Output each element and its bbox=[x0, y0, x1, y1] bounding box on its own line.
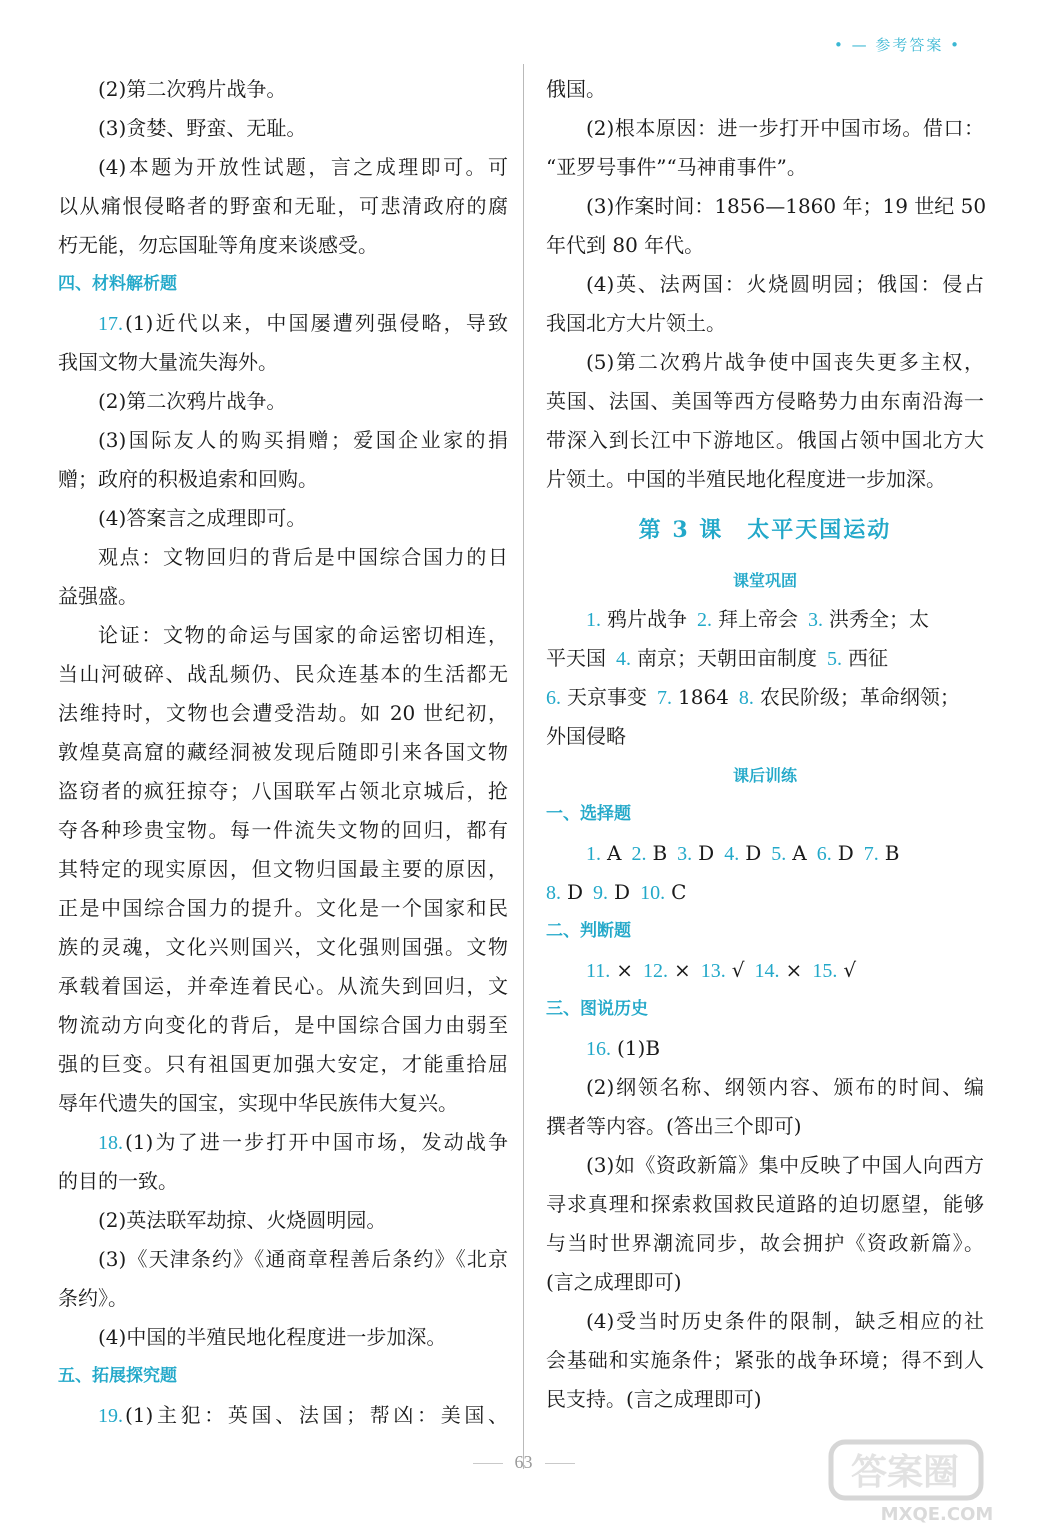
answer-item bbox=[677, 841, 714, 865]
answer-text: × bbox=[674, 958, 691, 982]
header-dots-left: • — bbox=[833, 36, 876, 54]
answer-number: 7. bbox=[863, 843, 879, 865]
answer-number: 5. bbox=[771, 843, 787, 865]
answer-line: (4)中国的半殖民地化程度进一步加深。 bbox=[98, 1325, 447, 1349]
answer-line: 俄国。 bbox=[546, 77, 606, 101]
answer-item bbox=[864, 841, 900, 865]
answer-number: 6. bbox=[546, 687, 561, 709]
answer-number: 14. bbox=[754, 960, 780, 982]
answer-item bbox=[586, 958, 633, 982]
answer-number: 5. bbox=[827, 648, 842, 670]
subsection-heading: 课堂巩固 bbox=[732, 571, 797, 590]
answer-text: A bbox=[792, 841, 807, 865]
answer-sequence bbox=[546, 873, 984, 912]
answer-item bbox=[546, 880, 583, 904]
answer-item bbox=[755, 958, 803, 982]
answer-item bbox=[701, 958, 745, 982]
answer-item bbox=[827, 646, 888, 670]
answer-line: (3)贪婪、野蛮、无耻。 bbox=[98, 116, 307, 140]
answer-line: “亚罗号事件”“马神甫事件”。 bbox=[546, 155, 807, 179]
answer-item bbox=[546, 646, 606, 670]
answer-text: 南京；天朝田亩制度 bbox=[637, 646, 817, 670]
answer-text: 拜上帝会 bbox=[718, 607, 798, 631]
answer-sequence bbox=[546, 1029, 984, 1068]
answer-text: (1)主犯：英国、法国；帮凶：美国、 bbox=[125, 1403, 508, 1427]
answer-number: 2. bbox=[697, 609, 712, 631]
answer-text: A bbox=[607, 841, 622, 865]
answer-line: 带深入到长江中下游地区。俄国占领中国北方大 bbox=[546, 428, 984, 452]
answer-item bbox=[593, 880, 630, 904]
answer-item bbox=[586, 1036, 660, 1060]
answer-line: 辱年代遗失的国宝，实现中华民族伟大复兴。 bbox=[58, 1091, 458, 1115]
answer-item bbox=[657, 685, 729, 709]
answer-number: 9. bbox=[593, 882, 609, 904]
answer-sequence bbox=[546, 951, 984, 990]
answer-number: 8. bbox=[546, 882, 561, 904]
answer-text: × bbox=[785, 958, 803, 982]
section-heading: 二、判断题 bbox=[546, 921, 631, 941]
numbered-answer-line bbox=[58, 1123, 508, 1162]
section-heading: 五、拓展探究题 bbox=[58, 1366, 177, 1386]
answer-line: 夺各种珍贵宝物。每一件流失文物的回归，都有 bbox=[58, 818, 508, 842]
answer-text: C bbox=[671, 880, 687, 904]
answer-number: 1. bbox=[586, 843, 601, 865]
answer-line: (2)纲领名称、纲领内容、颁布的时间、编 bbox=[586, 1075, 984, 1099]
subsection-heading: 课后训练 bbox=[732, 766, 797, 785]
answer-text: 农民阶级；革命纲领； bbox=[759, 685, 960, 709]
answer-line: 赠；政府的积极追索和回购。 bbox=[58, 467, 318, 491]
answer-line: (言之成理即可) bbox=[546, 1270, 682, 1294]
answer-item bbox=[546, 685, 647, 709]
answer-sequence bbox=[546, 639, 984, 678]
answer-sequence bbox=[546, 834, 984, 873]
answer-number: 3. bbox=[677, 843, 693, 865]
answer-line: (3)作案时间：1856—1860 年；19 世纪 50 bbox=[586, 194, 987, 218]
answer-text: (1)近代以来，中国屡遭列强侵略，导致 bbox=[125, 311, 508, 335]
answer-line: 片领土。中国的半殖民地化程度进一步加深。 bbox=[546, 467, 946, 491]
answer-line: 其特定的现实原因，但文物归国最主要的原因， bbox=[58, 857, 508, 881]
answer-text: × bbox=[616, 958, 634, 982]
answer-text: D bbox=[837, 841, 854, 865]
answer-item bbox=[724, 841, 761, 865]
watermark-logo-text: 答案圈 bbox=[850, 1452, 960, 1493]
answer-line: 益强盛。 bbox=[58, 584, 138, 608]
answer-line: (2)第二次鸦片战争。 bbox=[98, 389, 287, 413]
answer-line: 朽无能，勿忘国耻等角度来谈感受。 bbox=[58, 233, 378, 257]
answer-item bbox=[640, 880, 686, 904]
answer-line: (2)英法联军劫掠、火烧圆明园。 bbox=[98, 1208, 387, 1232]
answer-text: 西征 bbox=[848, 646, 888, 670]
answer-item bbox=[808, 607, 929, 631]
lesson-title: 第 3 课 太平天国运动 bbox=[638, 517, 892, 543]
answer-number: 10. bbox=[640, 882, 666, 904]
answer-line: (4)本题为开放性试题，言之成理即可。可 bbox=[98, 155, 508, 179]
answer-number: 11. bbox=[586, 960, 611, 982]
answer-item bbox=[739, 685, 960, 709]
answer-text: 鸦片战争 bbox=[607, 607, 687, 631]
answer-item bbox=[616, 646, 817, 670]
watermark-url-text: MXQE.COM bbox=[880, 1504, 994, 1525]
answer-text: 平天国 bbox=[546, 646, 606, 670]
answer-line: (3)《天津条约》《通商章程善后条约》《北京 bbox=[98, 1247, 508, 1271]
answer-text: B bbox=[884, 841, 900, 865]
answer-sequence bbox=[546, 678, 984, 717]
answer-line: 当山河破碎、战乱频仍、民众连基本的生活都无 bbox=[58, 662, 508, 686]
header-dots-right: • bbox=[943, 36, 961, 54]
answer-line: 寻求真理和探索救国救民道路的迫切愿望，能够 bbox=[546, 1192, 984, 1216]
answer-text: 洪秀全；太 bbox=[829, 607, 929, 631]
answer-line: (4)受当时历史条件的限制，缺乏相应的社 bbox=[586, 1309, 984, 1333]
answer-line: (3)如《资政新篇》集中反映了中国人向西方 bbox=[586, 1153, 984, 1177]
numbered-answer-line bbox=[58, 304, 508, 343]
answer-text: D bbox=[698, 841, 715, 865]
answer-number: 7. bbox=[657, 687, 672, 709]
answer-line: 我国文物大量流失海外。 bbox=[58, 350, 278, 374]
answer-number: 8. bbox=[738, 687, 754, 709]
answer-line: 论证：文物的命运与国家的命运密切相连， bbox=[98, 623, 508, 647]
answer-item bbox=[812, 958, 856, 982]
right-column bbox=[546, 70, 987, 1419]
answer-number: 2. bbox=[631, 843, 647, 865]
answer-line: 敦煌莫高窟的藏经洞被发现后随即引来各国文物 bbox=[58, 740, 508, 764]
answer-item bbox=[586, 841, 621, 865]
answer-number: 1. bbox=[586, 609, 601, 631]
answer-text: D bbox=[567, 880, 584, 904]
answer-line: (5)第二次鸦片战争使中国丧失更多主权， bbox=[586, 350, 984, 374]
answer-text: D bbox=[745, 841, 762, 865]
answer-line: (2)根本原因：进一步打开中国市场。借口： bbox=[586, 116, 984, 140]
header-section-label: 参考答案 bbox=[875, 36, 944, 54]
answer-line: (4)答案言之成理即可。 bbox=[98, 506, 307, 530]
answer-item bbox=[586, 607, 687, 631]
answer-line: 条约》。 bbox=[58, 1286, 128, 1310]
section-heading: 四、材料解析题 bbox=[58, 274, 177, 294]
answer-number: 4. bbox=[724, 843, 740, 865]
answer-line: 与当时世界潮流同步，故会拥护《资政新篇》。 bbox=[546, 1231, 984, 1255]
answer-text: D bbox=[614, 880, 631, 904]
answer-line: (3)国际友人的购买捐赠；爱国企业家的捐 bbox=[98, 428, 508, 452]
answer-item bbox=[771, 841, 806, 865]
answer-line: 会基础和实施条件；紧张的战争环境；得不到人 bbox=[546, 1348, 984, 1372]
answer-number: 6. bbox=[816, 843, 832, 865]
answer-line: 盗窃者的疯狂掠夺；八国联军占领北京城后，抢 bbox=[58, 779, 508, 803]
answer-sequence bbox=[546, 600, 984, 639]
answer-line: (2)第二次鸦片战争。 bbox=[98, 77, 287, 101]
answer-item bbox=[697, 607, 798, 631]
answer-line: 强的巨变。只有祖国更加强大安定，才能重拾屈 bbox=[58, 1052, 508, 1076]
answer-item bbox=[817, 841, 854, 865]
answer-text: 1864 bbox=[678, 685, 729, 709]
answer-line: 撰者等内容。(答出三个即可) bbox=[546, 1114, 802, 1138]
question-number: 19. bbox=[98, 1405, 123, 1427]
left-column bbox=[58, 70, 508, 1435]
page-number: 63 bbox=[0, 1452, 1047, 1473]
answer-text: (1)B bbox=[617, 1036, 661, 1060]
section-heading: 一、选择题 bbox=[546, 804, 631, 824]
section-heading: 三、图说历史 bbox=[546, 999, 648, 1019]
answer-line: 正是中国综合国力的提升。文化是一个国家和民 bbox=[58, 896, 508, 920]
answer-number: 15. bbox=[812, 960, 838, 982]
answer-line: 的目的一致。 bbox=[58, 1169, 178, 1193]
answer-text: √ bbox=[731, 958, 745, 982]
answer-line: 观点：文物回归的背后是中国综合国力的日 bbox=[98, 545, 508, 569]
answer-line: 英国、法国、美国等西方侵略势力由东南沿海一 bbox=[546, 389, 984, 413]
answer-number: 3. bbox=[808, 609, 823, 631]
question-number: 17. bbox=[98, 313, 123, 335]
column-divider bbox=[523, 64, 524, 1469]
answer-line: 法维持时，文物也会遭受浩劫。如 20 世纪初， bbox=[58, 701, 508, 725]
answer-line: 民支持。(言之成理即可) bbox=[546, 1387, 762, 1411]
question-number: 18. bbox=[98, 1132, 123, 1154]
answer-line: 我国北方大片领土。 bbox=[546, 311, 726, 335]
answer-line: 承载着国运，并牵连着民心。从流失到回归，文 bbox=[58, 974, 508, 998]
answer-line: 以从痛恨侵略者的野蛮和无耻，可悲清政府的腐 bbox=[58, 194, 508, 218]
answer-item bbox=[631, 841, 667, 865]
answer-line: 外国侵略 bbox=[546, 724, 626, 748]
answer-item bbox=[643, 958, 691, 982]
answer-line: 族的灵魂，文化兴则国兴，文化强则国强。文物 bbox=[58, 935, 508, 959]
answer-line: 物流动方向变化的背后，是中国综合国力由弱至 bbox=[58, 1013, 508, 1037]
answer-number: 12. bbox=[643, 960, 669, 982]
answer-text: 天京事变 bbox=[567, 685, 647, 709]
answer-number: 4. bbox=[616, 648, 631, 670]
answer-text: (1)为了进一步打开中国市场，发动战争 bbox=[125, 1130, 508, 1154]
watermark-logo bbox=[827, 1438, 1027, 1526]
answer-text: B bbox=[652, 841, 668, 865]
numbered-answer-line bbox=[58, 1396, 508, 1435]
answer-number: 16. bbox=[586, 1038, 611, 1060]
answer-text: √ bbox=[843, 958, 857, 982]
answer-line: (4)英、法两国：火烧圆明园；俄国：侵占 bbox=[586, 272, 984, 296]
answer-number: 13. bbox=[700, 960, 726, 982]
header-section-tag bbox=[834, 34, 961, 55]
answer-line: 年代到 80 年代。 bbox=[546, 233, 705, 257]
